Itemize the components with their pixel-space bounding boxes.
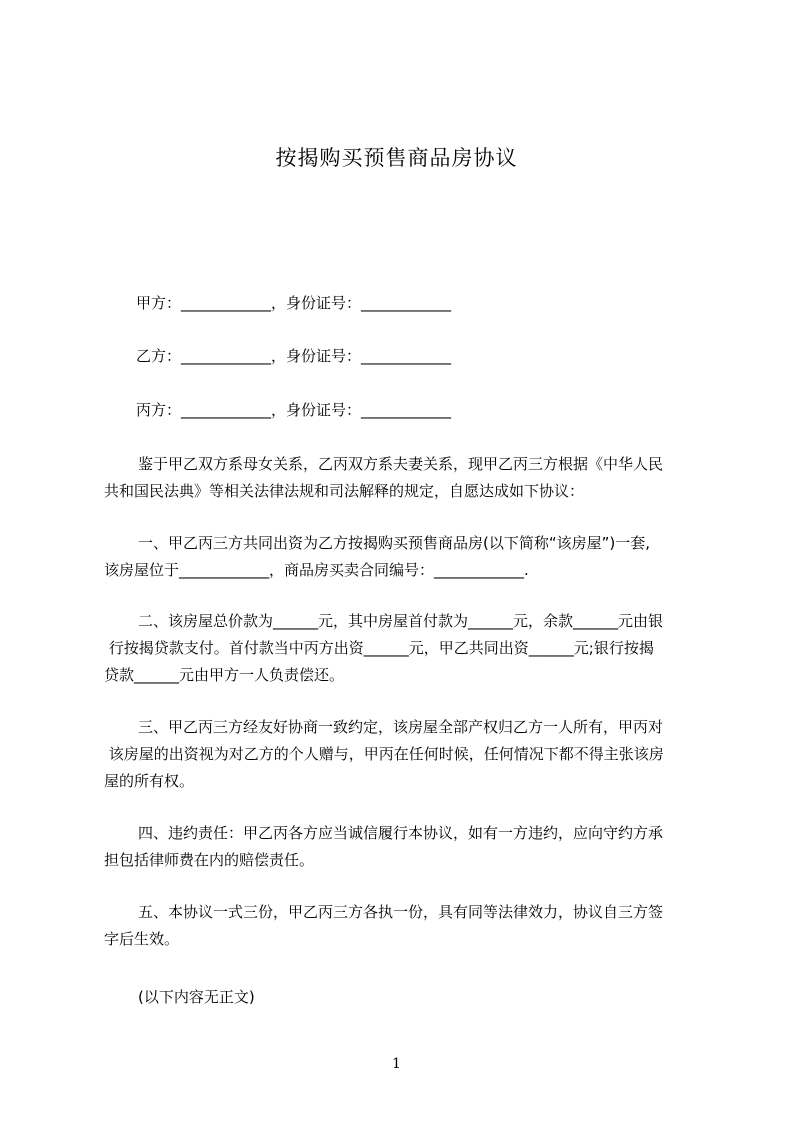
party-c-line: 丙方：____________，身份证号：____________ bbox=[136, 401, 452, 419]
clause-4-paragraph bbox=[104, 820, 706, 874]
clause-3-paragraph bbox=[104, 714, 706, 795]
clause-2-paragraph bbox=[104, 608, 706, 689]
paragraph-line: 该房屋的出资视为对乙方的个人赠与，甲丙在任何时候，任何情况下都不得主张该房 bbox=[104, 745, 664, 763]
party-a-line: 甲方：____________，身份证号：____________ bbox=[136, 294, 452, 312]
paragraph-line: 鉴于甲乙双方系母女关系，乙丙双方系夫妻关系，现甲乙丙三方根据《中华人民 bbox=[138, 455, 664, 473]
paragraph-line: 二、该房屋总价款为______元，其中房屋首付款为______元，余款______元由银 bbox=[138, 612, 664, 630]
paragraph-line: 共和国民法典》等相关法律法规和司法解释的规定，自愿达成如下协议： bbox=[104, 482, 585, 500]
paragraph-line: 四、违约责任：甲乙丙各方应当诚信履行本协议，如有一方违约，应向守约方承 bbox=[138, 824, 664, 842]
page-number: 1 bbox=[392, 1056, 401, 1072]
preamble-paragraph bbox=[104, 451, 706, 505]
paragraph-line: 字后生效。 bbox=[104, 930, 180, 948]
paragraph-line: 担包括律师费在内的赔偿责任。 bbox=[104, 851, 315, 869]
clause-5-paragraph bbox=[104, 899, 706, 953]
paragraph-line: 一、甲乙丙三方共同出资为乙方按揭购买预售商品房(以下简称“该房屋”)一套, bbox=[138, 534, 651, 552]
party-b-line: 乙方：____________，身份证号：____________ bbox=[136, 347, 452, 365]
paragraph-line: 屋的所有权。 bbox=[104, 772, 195, 790]
paragraph-line: 贷款______元由甲方一人负责偿还。 bbox=[104, 666, 345, 684]
paragraph-line: 三、甲乙丙三方经友好协商一致约定，该房屋全部产权归乙方一人所有，甲丙对 bbox=[138, 718, 664, 736]
paragraph-line: 行按揭贷款支付。首付款当中丙方出资______元，甲乙共同出资______元;银行按揭 bbox=[104, 639, 654, 657]
document-title: 按揭购买预售商品房协议 bbox=[275, 146, 518, 170]
end-note: (以下内容无正文) bbox=[138, 988, 255, 1006]
paragraph-line: 五、本协议一式三份，甲乙丙三方各执一份，具有同等法律效力，协议自三方签 bbox=[138, 903, 664, 921]
paragraph-line: 该房屋位于____________，商品房买卖合同编号：____________. bbox=[104, 561, 529, 579]
clause-1-paragraph bbox=[104, 530, 706, 584]
